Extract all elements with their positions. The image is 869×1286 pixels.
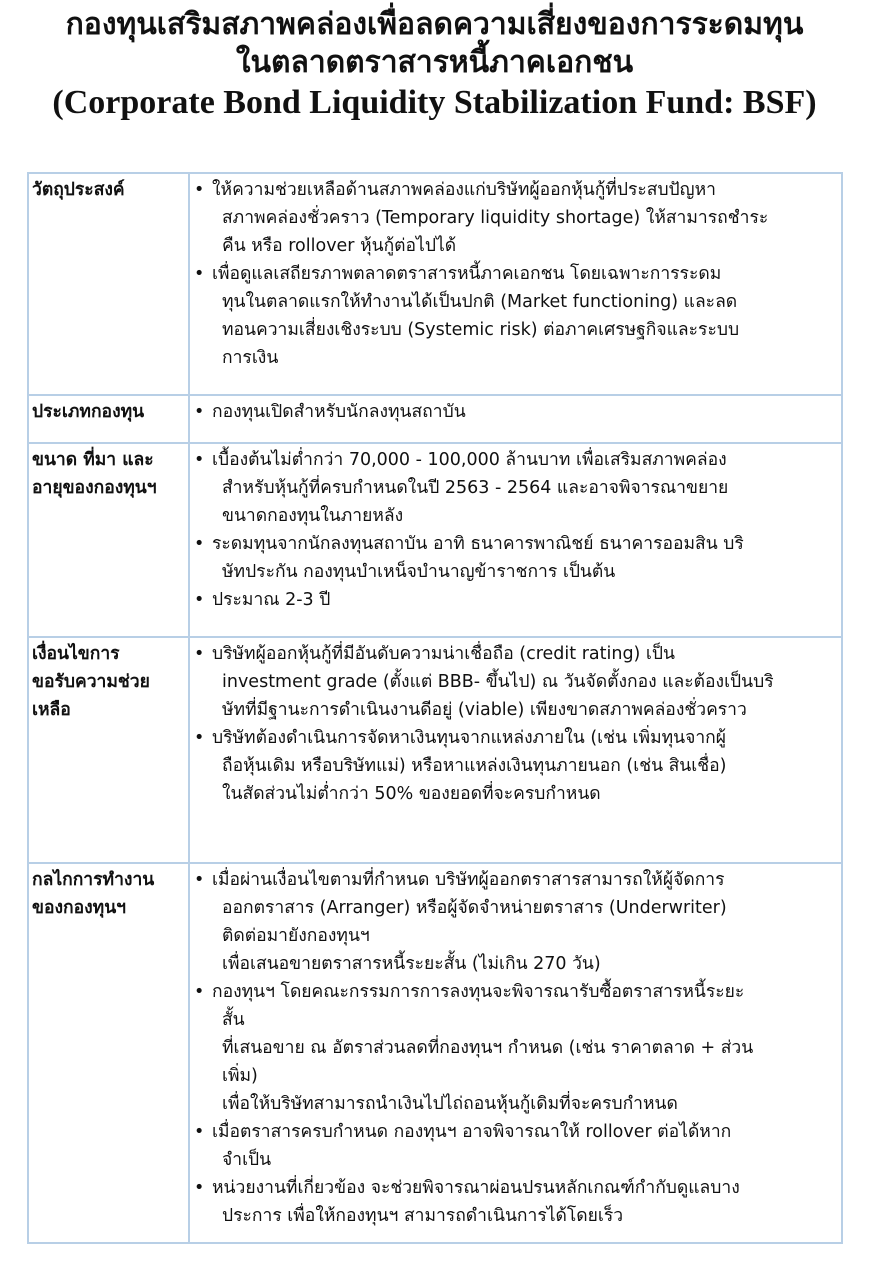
list-item xyxy=(192,1174,841,1230)
list-item-text: ษัทที่มีฐานะการดำเนินงานดีอยู่ (viable) เพียงขาดสภาพคล่องชั่วคราว xyxy=(222,700,747,720)
row-body-fund-type xyxy=(189,395,842,443)
list-item xyxy=(192,978,841,1118)
row-header-line: วัตถุประสงค์ xyxy=(32,180,125,200)
table-row-objective xyxy=(28,173,842,395)
bullet-list xyxy=(192,866,841,1230)
row-header-line: ขนาด ที่มา และ xyxy=(32,450,154,470)
bullet-icon: • xyxy=(194,590,205,610)
list-item-text: เพิ่ม) xyxy=(222,1066,258,1086)
bullet-icon: • xyxy=(194,450,205,470)
list-item-text: ออกตราสาร (Arranger) หรือผู้จัดจำหน่ายตราสาร (Underwriter) xyxy=(222,898,727,918)
table-row-mechanism xyxy=(28,863,842,1243)
list-item-text: กองทุนฯ โดยคณะกรรมการการลงทุนจะพิจารณารับซื้อตราสารหนี้ระยะ xyxy=(212,982,745,1002)
list-item-text: จำเป็น xyxy=(222,1150,272,1170)
row-header-line: อายุของกองทุนฯ xyxy=(32,478,157,498)
list-item xyxy=(192,1118,841,1174)
list-item xyxy=(192,724,841,808)
title-line-2: ในตลาดตราสารหนี้ภาคเอกชน xyxy=(235,45,634,80)
document-title xyxy=(0,6,869,124)
list-item-text: เพื่อให้บริษัทสามารถนำเงินไปไถ่ถอนหุ้นกู้เดิมที่จะครบกำหนด xyxy=(222,1094,678,1114)
list-item xyxy=(192,530,841,586)
bullet-icon: • xyxy=(194,644,205,664)
list-item-text: สั้น xyxy=(222,1010,245,1030)
list-item xyxy=(192,398,841,426)
row-body-size xyxy=(189,443,842,637)
row-header-line: ของกองทุนฯ xyxy=(32,898,126,918)
list-item xyxy=(192,176,841,260)
list-item-text: บริษัทต้องดำเนินการจัดหาเงินทุนจากแหล่งภายใน (เช่น เพิ่มทุนจากผู้ xyxy=(212,728,727,748)
bullet-list xyxy=(192,446,841,614)
row-header-line: กลไกการทำงาน xyxy=(32,870,155,890)
list-item-text: กองทุนเปิดสำหรับนักลงทุนสถาบัน xyxy=(212,402,466,422)
list-item-text: สำหรับหุ้นกู้ที่ครบกำหนดในปี 2563 - 2564 และอาจพิจารณาขยาย xyxy=(222,478,729,498)
row-body-objective xyxy=(189,173,842,395)
bullet-icon: • xyxy=(194,534,205,554)
list-item-text: หน่วยงานที่เกี่ยวข้อง จะช่วยพิจารณาผ่อนปรนหลักเกณฑ์กำกับดูแลบาง xyxy=(212,1178,740,1198)
list-item xyxy=(192,866,841,978)
list-item-text: เมื่อตราสารครบกำหนด กองทุนฯ อาจพิจารณาให้ rollover ต่อได้หาก xyxy=(212,1122,732,1142)
title-line-1: กองทุนเสริมสภาพคล่องเพื่อลดความเสี่ยงของการระดมทุน xyxy=(65,7,804,42)
list-item-text: ในสัดส่วนไม่ต่ำกว่า 50% ของยอดที่จะครบกำหนด xyxy=(222,784,601,804)
list-item xyxy=(192,446,841,530)
list-item-text: ประการ เพื่อให้กองทุนฯ สามารถดำเนินการได้โดยเร็ว xyxy=(222,1206,624,1226)
bullet-list xyxy=(192,398,841,426)
bullet-list xyxy=(192,640,841,808)
row-header-fund-type xyxy=(28,395,189,443)
list-item-text: เบื้องต้นไม่ต่ำกว่า 70,000 - 100,000 ล้านบาท เพื่อเสริมสภาพคล่อง xyxy=(212,450,727,470)
list-item-text: ษัทประกัน กองทุนบำเหน็จบำนาญข้าราชการ เป็นต้น xyxy=(222,562,616,582)
bullet-icon: • xyxy=(194,870,205,890)
list-item-text: ประมาณ 2-3 ปี xyxy=(212,590,331,610)
row-header-line: ขอรับความช่วย xyxy=(32,672,150,692)
list-item-text: ทอนความเสี่ยงเชิงระบบ (Systemic risk) ต่อภาคเศรษฐกิจและระบบ xyxy=(222,320,740,340)
row-header-mechanism xyxy=(28,863,189,1243)
bullet-list xyxy=(192,176,841,372)
list-item-text: ติดต่อมายังกองทุนฯ xyxy=(222,926,370,946)
bullet-icon: • xyxy=(194,1122,205,1142)
row-header-conditions xyxy=(28,637,189,863)
row-header-size xyxy=(28,443,189,637)
list-item-text: ระดมทุนจากนักลงทุนสถาบัน อาทิ ธนาคารพาณิชย์ ธนาคารออมสิน บริ xyxy=(212,534,744,554)
list-item xyxy=(192,640,841,724)
list-item-text: ขนาดกองทุนในภายหลัง xyxy=(222,506,404,526)
list-item-text: investment grade (ตั้งแต่ BBB- ขึ้นไป) ณ วันจัดตั้งกอง และต้องเป็นบริ xyxy=(222,672,774,692)
list-item-text: เมื่อผ่านเงื่อนไขตามที่กำหนด บริษัทผู้ออกตราสารสามารถให้ผู้จัดการ xyxy=(212,870,725,890)
row-header-line: เหลือ xyxy=(32,700,71,720)
bullet-icon: • xyxy=(194,1178,205,1198)
list-item-text: ที่เสนอขาย ณ อัตราส่วนลดที่กองทุนฯ กำหนด (เช่น ราคาตลาด + ส่วน xyxy=(222,1038,754,1058)
bullet-icon: • xyxy=(194,180,205,200)
row-header-line: ประเภทกองทุน xyxy=(32,402,145,422)
list-item xyxy=(192,260,841,372)
list-item-text: เพื่อดูแลเสถียรภาพตลาดตราสารหนี้ภาคเอกชน โดยเฉพาะการระดม xyxy=(212,264,722,284)
list-item-text: ทุนในตลาดแรกให้ทำงานได้เป็นปกติ (Market functioning) และลด xyxy=(222,292,738,312)
list-item-text: เพื่อเสนอขายตราสารหนี้ระยะสั้น (ไม่เกิน 270 วัน) xyxy=(222,954,601,974)
row-header-objective xyxy=(28,173,189,395)
list-item-text: ถือหุ้นเดิม หรือบริษัทแม่) หรือหาแหล่งเงินทุนภายนอก (เช่น สินเชื่อ) xyxy=(222,756,727,776)
bullet-icon: • xyxy=(194,728,205,748)
title-line-3: (Corporate Bond Liquidity Stabilization Fund: BSF) xyxy=(52,84,817,121)
bullet-icon: • xyxy=(194,264,205,284)
row-body-mechanism xyxy=(189,863,842,1243)
table-row-size xyxy=(28,443,842,637)
table-row-fund-type xyxy=(28,395,842,443)
row-body-conditions xyxy=(189,637,842,863)
fund-summary-table xyxy=(27,172,843,1244)
row-header-line: เงื่อนไขการ xyxy=(32,644,120,664)
list-item-text: การเงิน xyxy=(222,348,279,368)
list-item-text: สภาพคล่องชั่วคราว (Temporary liquidity shortage) ให้สามารถชำระ xyxy=(222,208,769,228)
list-item xyxy=(192,586,841,614)
list-item-text: บริษัทผู้ออกหุ้นกู้ที่มีอันดับความน่าเชื่อถือ (credit rating) เป็น xyxy=(212,644,675,664)
list-item-text: คืน หรือ rollover หุ้นกู้ต่อไปได้ xyxy=(222,236,457,256)
table-row-conditions xyxy=(28,637,842,863)
list-item-text: ให้ความช่วยเหลือด้านสภาพคล่องแก่บริษัทผู้ออกหุ้นกู้ที่ประสบปัญหา xyxy=(212,180,716,200)
bullet-icon: • xyxy=(194,982,205,1002)
bullet-icon: • xyxy=(194,402,205,422)
